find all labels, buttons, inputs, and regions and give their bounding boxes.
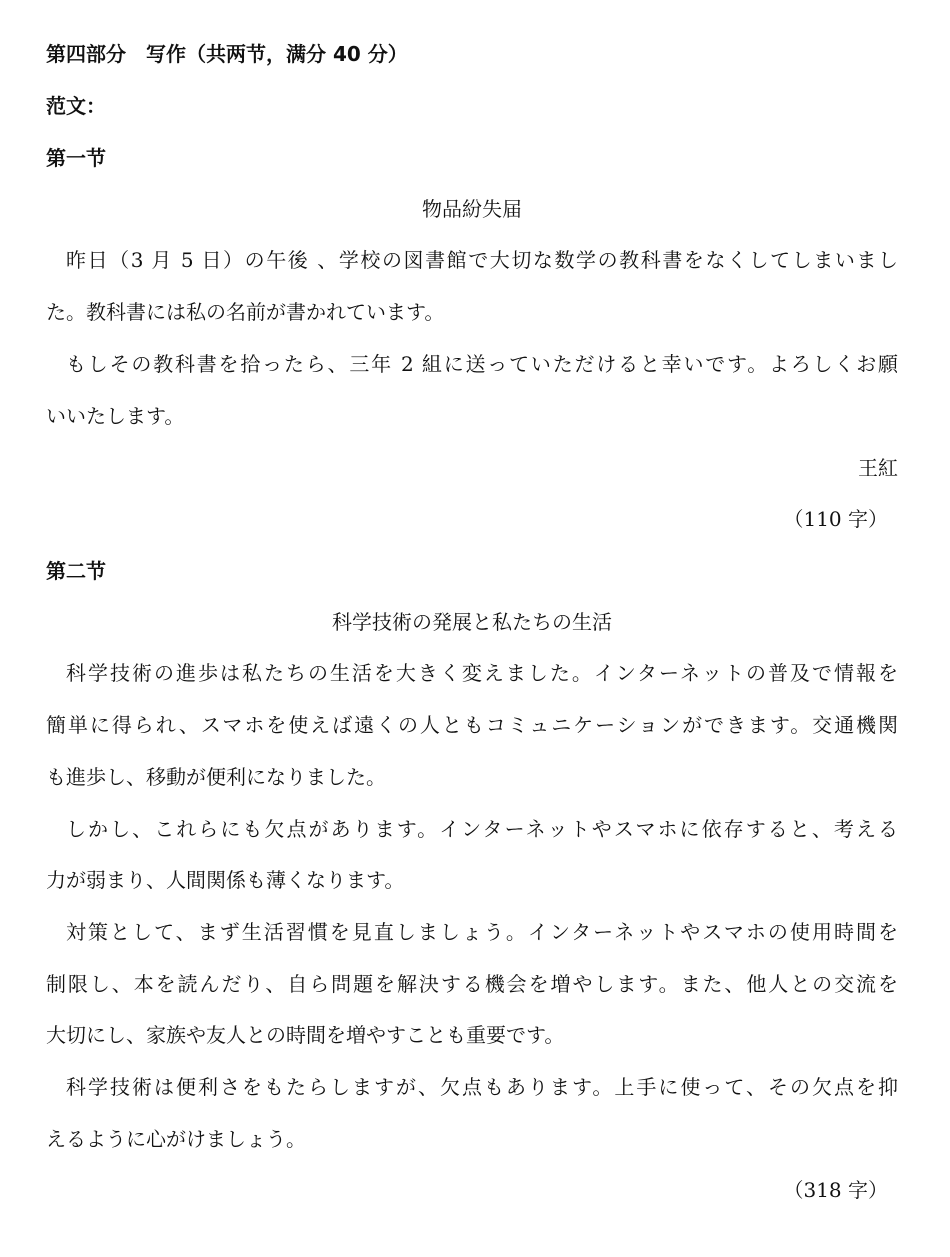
section2-title: 科学技術の発展と私たちの生活 — [332, 610, 612, 634]
part-title: 第四部分 写作（共两节，满分 40 分） — [46, 42, 408, 66]
section2-line-9: 科学技術は便利さをもたらしますが、欠点もあります。上手に使って、その欠点を抑 — [66, 1075, 898, 1099]
section1-line-2: た。教科書には私の名前が書かれています。 — [46, 300, 445, 324]
section1-char-count: （110 字） — [783, 507, 888, 531]
section1-line-3: もしその教科書を拾ったら、三年 2 組に送っていただけると幸いです。よろしくお願 — [66, 352, 898, 376]
section1-title: 物品紛失届 — [422, 197, 522, 221]
section2-line-1: 科学技術の進歩は私たちの生活を大きく変えました。インターネットの普及で情報を — [66, 661, 898, 685]
section2-line-6: 対策として、まず生活習慣を見直しましょう。インターネットやスマホの使用時間を — [66, 920, 898, 944]
section2-char-count: （318 字） — [783, 1178, 888, 1202]
sample-label: 范文： — [46, 94, 106, 118]
section1-line-4: いいたします。 — [46, 404, 185, 428]
section2-line-8: 大切にし、家族や友人との時間を増やすことも重要です。 — [46, 1023, 565, 1047]
section2-line-10: えるように心がけましょう。 — [46, 1127, 306, 1151]
section1-line-1: 昨日（3 月 5 日）の午後 、学校の図書館で大切な数学の教科書をなくしてしまいまし — [66, 248, 898, 272]
section2-line-3: も進歩し、移動が便利になりました。 — [46, 765, 386, 789]
section2-line-5: 力が弱まり、人間関係も薄くなります。 — [46, 868, 405, 892]
section2-heading: 第二节 — [46, 559, 106, 583]
section2-line-4: しかし、これらにも欠点があります。インターネットやスマホに依存すると、考える — [66, 817, 898, 841]
section2-line-2: 簡単に得られ、スマホを使えば遠くの人ともコミュニケーションができます。交通機関 — [46, 713, 898, 737]
section1-heading: 第一节 — [46, 146, 106, 170]
section1-signature: 王紅 — [858, 456, 898, 480]
section2-line-7: 制限し、本を読んだり、自ら問題を解決する機会を増やします。また、他人との交流を — [46, 972, 898, 996]
